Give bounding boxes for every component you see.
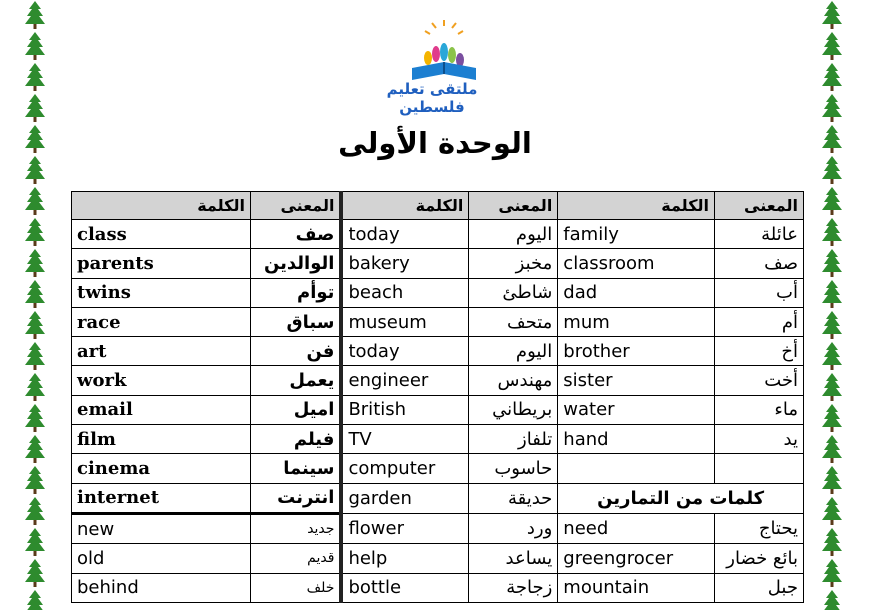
tree-icon <box>821 0 843 31</box>
table-header-row <box>72 192 804 220</box>
english-word-cell: today <box>341 337 468 366</box>
right-tree-border <box>821 0 843 610</box>
english-word-cell: TV <box>341 425 468 454</box>
tree-icon <box>821 496 843 527</box>
english-word-cell: greengrocer <box>558 544 715 573</box>
left-tree-border <box>24 0 46 610</box>
header-word-3: الكلمة <box>558 192 715 220</box>
arabic-meaning-cell: يحتاج <box>715 513 804 543</box>
arabic-meaning-cell: اليوم <box>469 337 558 366</box>
table-row <box>72 425 804 454</box>
table-body <box>72 220 804 603</box>
arabic-meaning-cell: قديم <box>250 544 341 573</box>
english-word-cell: parents <box>72 249 251 278</box>
tree-icon <box>821 155 843 186</box>
english-word-cell: twins <box>72 278 251 307</box>
tree-icon <box>821 31 843 62</box>
english-word-cell: internet <box>72 483 251 513</box>
tree-icon <box>24 93 46 124</box>
english-word-cell: bakery <box>341 249 468 278</box>
english-word-cell: family <box>558 220 715 249</box>
header-meaning-2: المعنى <box>469 192 558 220</box>
english-word-cell: today <box>341 220 468 249</box>
english-word-cell: cinema <box>72 454 251 483</box>
arabic-meaning-cell: حاسوب <box>469 454 558 483</box>
arabic-meaning-cell: حديقة <box>469 483 558 513</box>
tree-icon <box>821 124 843 155</box>
tree-icon <box>24 124 46 155</box>
tree-icon <box>821 465 843 496</box>
arabic-meaning-cell: متحف <box>469 307 558 336</box>
arabic-meaning-cell: أخ <box>715 337 804 366</box>
arabic-meaning-cell: أب <box>715 278 804 307</box>
table-row <box>72 483 804 513</box>
table-row <box>72 337 804 366</box>
english-word-cell: race <box>72 307 251 336</box>
arabic-meaning-cell: فيلم <box>250 425 341 454</box>
tree-icon <box>821 589 843 610</box>
english-word-cell: old <box>72 544 251 573</box>
exercise-words-title: كلمات من التمارين <box>558 483 804 513</box>
header-meaning-3: المعنى <box>715 192 804 220</box>
arabic-meaning-cell: توأم <box>250 278 341 307</box>
header-word-1: الكلمة <box>72 192 251 220</box>
tree-icon <box>821 217 843 248</box>
table-row <box>72 395 804 424</box>
arabic-meaning-cell: بريطاني <box>469 395 558 424</box>
english-word-cell: computer <box>341 454 468 483</box>
table-row <box>72 220 804 249</box>
tree-icon <box>821 62 843 93</box>
english-word-cell: flower <box>341 513 468 543</box>
tree-icon <box>24 527 46 558</box>
english-word-cell: art <box>72 337 251 366</box>
english-word-cell: brother <box>558 337 715 366</box>
table-row <box>72 307 804 336</box>
tree-icon <box>24 62 46 93</box>
tree-icon <box>24 186 46 217</box>
tree-icon <box>821 558 843 589</box>
tree-icon <box>821 341 843 372</box>
tree-icon <box>24 589 46 610</box>
tree-icon <box>24 0 46 31</box>
tree-icon <box>821 372 843 403</box>
arabic-meaning-cell: ورد <box>469 513 558 543</box>
arabic-meaning-cell: أخت <box>715 366 804 395</box>
english-word-cell: museum <box>341 307 468 336</box>
arabic-meaning-cell: اليوم <box>469 220 558 249</box>
arabic-meaning-cell: مخبز <box>469 249 558 278</box>
tree-icon <box>24 372 46 403</box>
header-word-2: الكلمة <box>341 192 468 220</box>
logo-text: ملتقى تعليم فلسطين <box>386 80 478 116</box>
tree-icon <box>24 465 46 496</box>
table-row <box>72 573 804 602</box>
arabic-meaning-cell: يساعد <box>469 544 558 573</box>
tree-icon <box>821 279 843 310</box>
english-word-cell: mum <box>558 307 715 336</box>
english-word-cell: email <box>72 395 251 424</box>
arabic-meaning-cell: اميل <box>250 395 341 424</box>
arabic-meaning-cell: يعمل <box>250 366 341 395</box>
arabic-meaning-cell: الوالدين <box>250 249 341 278</box>
arabic-meaning-cell: عائلة <box>715 220 804 249</box>
tree-icon <box>821 93 843 124</box>
english-word-cell: film <box>72 425 251 454</box>
english-word-cell: behind <box>72 573 251 602</box>
english-word-cell: hand <box>558 425 715 454</box>
arabic-meaning-cell: سباق <box>250 307 341 336</box>
arabic-meaning-cell: جديد <box>250 513 341 543</box>
english-word-cell: work <box>72 366 251 395</box>
arabic-meaning-cell: مهندس <box>469 366 558 395</box>
english-word-cell: classroom <box>558 249 715 278</box>
arabic-meaning-cell: ماء <box>715 395 804 424</box>
english-word-cell: British <box>341 395 468 424</box>
tree-icon <box>821 248 843 279</box>
arabic-meaning-cell: يد <box>715 425 804 454</box>
vocabulary-table <box>71 191 804 603</box>
tree-icon <box>821 434 843 465</box>
tree-icon <box>24 403 46 434</box>
page-title: الوحدة الأولى <box>338 126 532 160</box>
arabic-meaning-cell: فن <box>250 337 341 366</box>
tree-icon <box>24 248 46 279</box>
english-word-cell: new <box>72 513 251 543</box>
table-row <box>72 366 804 395</box>
table-row <box>72 544 804 573</box>
tree-icon <box>24 558 46 589</box>
arabic-meaning-cell <box>715 454 804 483</box>
arabic-meaning-cell: سينما <box>250 454 341 483</box>
english-word-cell: help <box>341 544 468 573</box>
english-word-cell: sister <box>558 366 715 395</box>
table-row <box>72 454 804 483</box>
header-meaning-1: المعنى <box>250 192 341 220</box>
english-word-cell: garden <box>341 483 468 513</box>
arabic-meaning-cell: انترنت <box>250 483 341 513</box>
arabic-meaning-cell: خلف <box>250 573 341 602</box>
tree-icon <box>24 217 46 248</box>
arabic-meaning-cell: بائع خضار <box>715 544 804 573</box>
arabic-meaning-cell: جبل <box>715 573 804 602</box>
english-word-cell: bottle <box>341 573 468 602</box>
english-word-cell: engineer <box>341 366 468 395</box>
table-row <box>72 513 804 543</box>
english-word-cell <box>558 454 715 483</box>
english-word-cell: mountain <box>558 573 715 602</box>
arabic-meaning-cell: صف <box>250 220 341 249</box>
arabic-meaning-cell: تلفاز <box>469 425 558 454</box>
tree-icon <box>24 496 46 527</box>
tree-icon <box>24 279 46 310</box>
english-word-cell: water <box>558 395 715 424</box>
english-word-cell: dad <box>558 278 715 307</box>
tree-icon <box>24 31 46 62</box>
table-row <box>72 278 804 307</box>
english-word-cell: need <box>558 513 715 543</box>
tree-icon <box>24 310 46 341</box>
tree-icon <box>24 155 46 186</box>
arabic-meaning-cell: شاطئ <box>469 278 558 307</box>
tree-icon <box>24 341 46 372</box>
table-row <box>72 249 804 278</box>
arabic-meaning-cell: أم <box>715 307 804 336</box>
english-word-cell: beach <box>341 278 468 307</box>
tree-icon <box>821 310 843 341</box>
arabic-meaning-cell: صف <box>715 249 804 278</box>
tree-icon <box>821 186 843 217</box>
tree-icon <box>821 403 843 434</box>
tree-icon <box>24 434 46 465</box>
arabic-meaning-cell: زجاجة <box>469 573 558 602</box>
tree-icon <box>821 527 843 558</box>
english-word-cell: class <box>72 220 251 249</box>
